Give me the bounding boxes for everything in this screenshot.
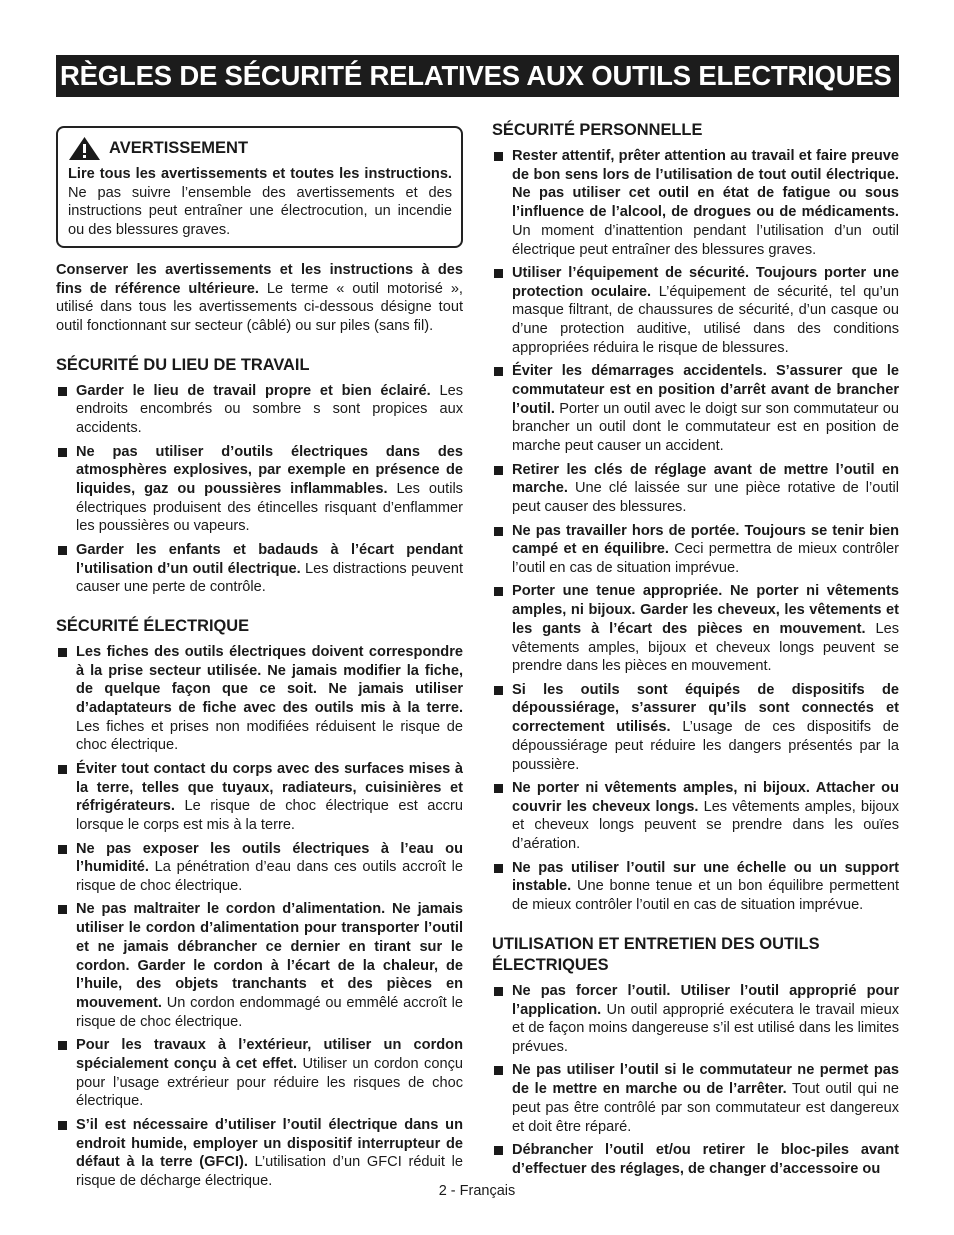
item-text: Les vêtements amples, bijoux et cheveux longs peuvent se prendre dans les pièces en mouvement. <box>512 620 899 675</box>
item-bold: Rester attentif, prêter attention au travail et faire preuve de bon sens lors de l’utilisation de tout outil électrique. Ne pas utiliser cet outil en état de fatigue ou sous l’influence de l’alcool, de drogues ou de médicaments. <box>512 148 899 221</box>
page-footer <box>0 1183 954 1199</box>
section-personnelle <box>492 120 899 915</box>
item-bold: Débrancher l’outil et/ou retirer le bloc-piles avant d’effectuer des réglages, de changer d’accessoire ou <box>512 1142 899 1177</box>
intro-bold: Conserver les avertissements et les instructions à des fins de référence ultérieure. <box>56 261 463 297</box>
section-heading: SÉCURITÉ PERSONNELLE <box>492 121 703 139</box>
item-text: La pénétration d’eau dans ces outils accroît le risque de choc électrique. <box>76 859 463 894</box>
item-text: Un outil approprié exécutera le travail mieux et de façon moins dangereuse s’il est utilisé dans les limites prévues. <box>512 1001 899 1055</box>
item-text: L’usage de ces dispositifs de dépoussiérage peut réduire les dangers présentés par la poussière. <box>512 719 899 773</box>
list-item <box>492 1141 899 1178</box>
item-text: Un moment d’inattention pendant l’utilisation d’un outil électrique peut entraîner des blessures graves. <box>512 222 899 258</box>
warning-title: AVERTISSEMENT <box>109 139 249 158</box>
item-text: Porter un outil avec le doigt sur son commutateur ou brancher un outil dont le commutateur est en position de marche peut causer un accident. <box>512 400 899 455</box>
list-item <box>492 681 899 775</box>
list-item <box>492 582 899 676</box>
item-text: Le risque de choc électrique est accru lorsque le corps est mis à la terre. <box>76 798 463 834</box>
item-text: Un cordon endommagé ou emmêlé accroît le risque de choc électrique. <box>76 995 463 1030</box>
section-heading: SÉCURITÉ ÉLECTRIQUE <box>56 616 250 635</box>
list-item <box>492 461 899 517</box>
item-bold: Ne pas maltraiter le cordon d’alimentation. Ne jamais utiliser le cordon d’alimentation pour transporter l’outil et ne jamais débrancher ce dernier en tirant sur le cordon. Garder le cordon à l’écart de la chaleur, de l’huile, des objets tranchants et des pièces en mouvement. <box>76 901 463 1011</box>
item-text: Tout outil qui ne peut pas être contrôlé par son commutateur est dangereux et doit être réparé. <box>512 1081 899 1135</box>
page-title: RÈGLES DE SÉCURITÉ RELATIVES AUX OUTILS ELECTRIQUES <box>60 60 892 91</box>
list-item <box>492 859 899 915</box>
list-item <box>492 362 899 456</box>
item-bold: Éviter les démarrages accidentels. S’assurer que le commutateur est en position d’arrêt avant de brancher l’outil. <box>512 363 899 417</box>
list-item <box>56 643 463 755</box>
item-text: Les endroits encombrés ou sombre s sont propices aux accidents. <box>76 382 463 437</box>
item-bold: Ne pas exposer les outils électriques à l’eau ou l’humidité. <box>76 840 463 876</box>
item-text: Une bonne tenue et un bon équilibre permettent de mieux contrôler l’outil en cas de situation imprévue. <box>512 878 899 914</box>
item-bold: Ne pas utiliser d’outils électriques dans des atmosphères explosives, par exemple en présence de liquides, gaz ou poussières inflammables. <box>76 443 463 497</box>
list-item <box>492 779 899 854</box>
item-text: L’équipement de sécurité, tel qu’un masque filtrant, de chaussures de sécurité, d’un casque ou d’une protection auditive, utilisé dans des conditions appropriées réduira le risque de blessures. <box>512 283 900 356</box>
item-bold: Garder le lieu de travail propre et bien éclairé. <box>76 382 431 399</box>
item-bold: Ne porter ni vêtements amples, ni bijoux. Attacher ou couvrir les cheveux longs. <box>512 780 899 815</box>
section-heading: SÉCURITÉ DU LIEU DE TRAVAIL <box>56 355 310 374</box>
list-item <box>492 147 899 259</box>
list-item <box>492 522 899 578</box>
item-bold: Les fiches des outils électriques doivent correspondre à la prise secteur utilisée. Ne jamais modifier la fiche, de quelque façon que ce soit. Ne jamais utiliser d’adaptateurs de fiche avec des outils mis à la terre. <box>76 643 463 717</box>
item-bold: Ne pas forcer l’outil. Utiliser l’outil approprié pour l’application. <box>512 982 899 1018</box>
title-banner <box>56 55 899 97</box>
page-number: 2 - Français <box>438 1183 516 1199</box>
item-bold: Ne pas utiliser l’outil sur une échelle ou un support instable. <box>512 859 899 895</box>
item-text: Les outils électriques produisent des étincelles risquant d’enflammer les poussières ou vapeurs. <box>76 480 463 535</box>
item-bold: Éviter tout contact du corps avec des surfaces mises à la terre, telles que tuyaux, radiateurs, cuisinières et réfrigérateurs. <box>76 760 463 815</box>
list-item <box>56 382 463 438</box>
item-bold: Si les outils sont équipés de dispositifs de dépoussiérage, s’assurer qu’ils sont connectés et correctement utilisés. <box>512 681 899 736</box>
item-bold: Porter une tenue appropriée. Ne porter ni vêtements amples, ni bijoux. Garder les cheveux, les vêtements et les gants à l’écart des pièces en mouvement. <box>512 583 899 637</box>
list-item <box>56 1116 463 1191</box>
list-item <box>56 541 463 597</box>
bullet-list <box>492 147 899 915</box>
section-utilisation <box>492 934 899 1179</box>
item-bold: S’il est nécessaire d’utiliser l’outil électrique dans un endroit humide, employer un dispositif interrupteur de défaut à la terre (GFCI). <box>76 1116 463 1171</box>
section-electrique <box>56 616 463 1191</box>
left-column <box>56 120 463 1195</box>
item-text: Ceci permettra de mieux contrôler l’outil en cas de situation imprévue. <box>512 541 899 576</box>
item-text: L’utilisation d’un GFCI réduit le risque de décharge électrique. <box>76 1154 464 1189</box>
list-item <box>492 264 899 358</box>
item-text: Les distractions peuvent causer une perte de contrôle. <box>76 560 463 596</box>
item-bold: Retirer les clés de réglage avant de mettre l’outil en marche. <box>512 461 899 497</box>
intro-text: Le terme « outil motorisé », utilisé dans tous les avertissements ci-dessous désigne tout outil fonctionnant sur secteur (câblé) ou sur piles (sans fil). <box>56 280 463 334</box>
list-item <box>492 1061 899 1136</box>
warning-header <box>68 136 452 161</box>
list-item <box>56 840 463 896</box>
warning-box <box>56 126 463 248</box>
item-bold: Garder les enfants et badauds à l’écart pendant l’utilisation d’un outil électrique. <box>76 541 463 577</box>
list-item <box>56 900 463 1031</box>
warning-bold: Lire tous les avertissements et toutes les instructions. <box>68 166 452 182</box>
right-column <box>492 120 899 1183</box>
list-item <box>492 982 899 1057</box>
list-item <box>56 1036 463 1111</box>
section-lieu-de-travail <box>56 355 463 597</box>
warning-body <box>68 165 452 240</box>
item-text: Une clé laissée sur une pièce rotative de l’outil peut causer des blessures. <box>512 480 899 516</box>
item-bold: Ne pas utiliser l’outil si le commutateur ne permet pas de le mettre en marche ou de l’arrêter. <box>512 1062 899 1098</box>
item-bold: Ne pas travailler hors de portée. Toujours se tenir bien campé et en équilibre. <box>512 522 899 558</box>
section-heading: UTILISATION ET ENTRETIEN DES OUTILS ÉLECTRIQUES <box>492 934 820 974</box>
bullet-list <box>56 382 463 597</box>
item-text: Les fiches et prises non modifiées réduisent le risque de choc électrique. <box>76 718 463 754</box>
item-bold: Utiliser l’équipement de sécurité. Toujours porter une protection oculaire. <box>512 265 899 300</box>
item-text: Utiliser un cordon conçu pour l’usage extrérieur pour réduire les risques de choc électrique. <box>76 1055 463 1110</box>
intro-paragraph <box>56 261 463 336</box>
warning-triangle-icon <box>68 136 101 161</box>
item-text: Les vêtements amples, bijoux et cheveux longs peuvent se prendre dans les ouïes d’aération. <box>512 798 899 853</box>
list-item <box>56 443 463 537</box>
item-bold: Pour les travaux à l’extérieur, utiliser un cordon spécialement conçu à cet effet. <box>76 1037 463 1072</box>
list-item <box>56 760 463 835</box>
bullet-list <box>56 643 463 1191</box>
bullet-list <box>492 982 899 1179</box>
warning-text: Ne pas suivre l’ensemble des avertissements et des instructions peut entraîner une électrocution, un incendie ou des blessures graves. <box>68 184 452 239</box>
